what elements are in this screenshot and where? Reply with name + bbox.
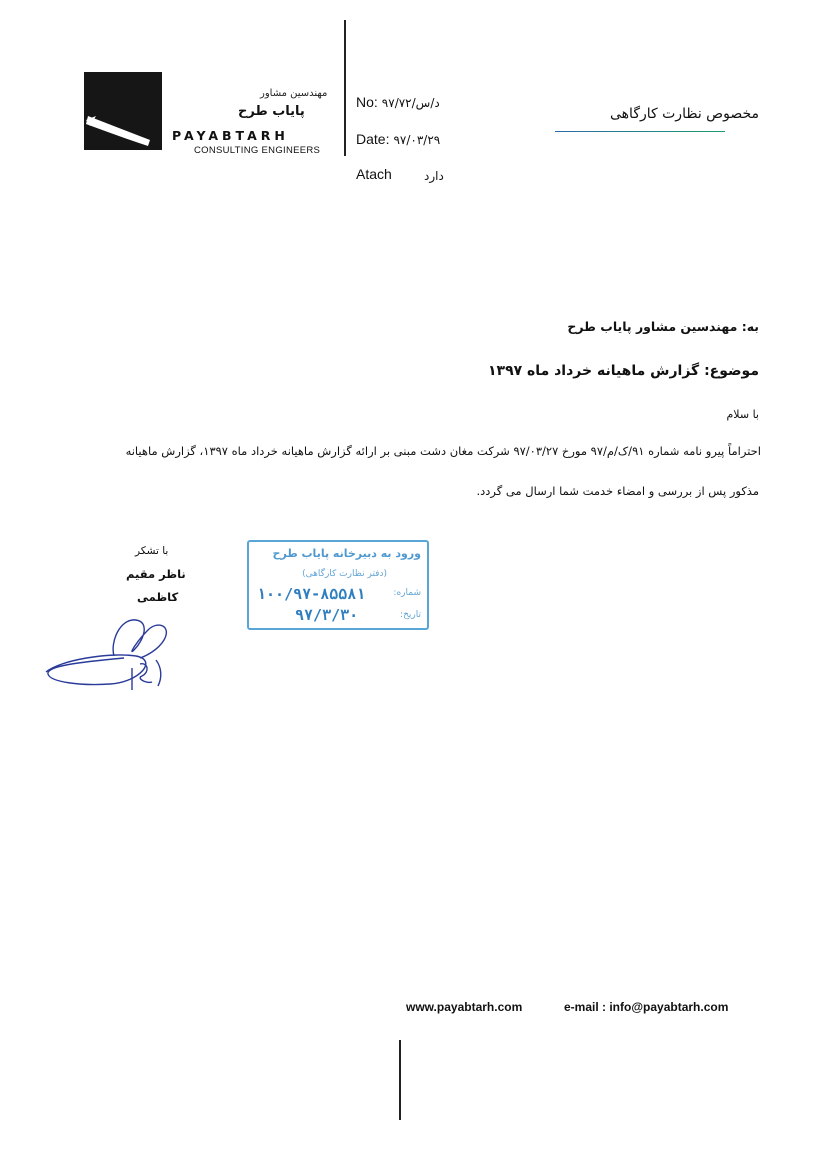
site-supervision-heading: مخصوص نظارت کارگاهی [610, 106, 759, 122]
letter-number-value: ۹۷/د/س/۷۲ [381, 96, 440, 110]
recipient-line: به: مهندسین مشاور پایاب طرح [567, 319, 759, 334]
handwritten-signature [40, 612, 180, 702]
footer-email: e-mail : info@payabtarh.com [564, 1000, 729, 1014]
stamp-date-label: تاریخ: [400, 610, 421, 620]
brand-english-name: PAYABTARH [172, 128, 289, 143]
letter-date-row [356, 131, 440, 147]
body-paragraph-line-1: احتراماً پیرو نامه شماره ۹۱/ک/م/۹۷ مورخ ۹۷/۰۳/۲۷ شرکت مغان دشت مبنی بر ارائه گزارش ماهیانه خرداد ماه ۱۳۹۷، گزارش ماهیانه [125, 444, 761, 458]
signer-role: ناظر مقیم [126, 567, 186, 581]
stamp-date-value: ۹۷/۳/۳۰ [295, 606, 359, 624]
attachment-label: Atach [356, 166, 392, 182]
letter-number-row [356, 94, 440, 110]
stamp-subtitle: (دفتر نظارت کارگاهی) [302, 569, 387, 579]
header-divider [344, 20, 346, 156]
brand-persian-name: پایاب طرح [238, 104, 305, 119]
company-logo [84, 72, 162, 150]
footer-website: www.payabtarh.com [406, 1000, 523, 1014]
stamp-number-value: ۱۰۰/۹۷-۸۵۵۸۱ [257, 585, 366, 603]
brand-english-subtitle: CONSULTING ENGINEERS [194, 145, 321, 156]
attachment-value: دارد [424, 169, 444, 183]
closing-thanks: با تشکر [135, 545, 169, 557]
supervision-underline [555, 131, 725, 132]
stamp-title: ورود به دبیرخانه پایاب طرح [272, 547, 421, 560]
greeting-line: با سلام [726, 408, 759, 421]
stamp-number-label: شماره: [393, 588, 421, 598]
letter-date-value: ۹۷/۰۳/۲۹ [393, 133, 441, 147]
subject-line: موضوع: گزارش ماهیانه خرداد ماه ۱۳۹۷ [487, 363, 759, 379]
letter-date-label: Date: [356, 131, 390, 147]
body-paragraph-line-2: مذکور پس از بررسی و امضاء خدمت شما ارسال می گردد. [476, 484, 759, 498]
letter-number-label: No: [356, 94, 378, 110]
signer-name: کاظمی [137, 590, 179, 604]
footer-divider [399, 1040, 401, 1120]
received-stamp [247, 540, 429, 630]
attachment-row [356, 166, 392, 182]
brand-persian-subtitle: مهندسین مشاور [260, 88, 328, 99]
